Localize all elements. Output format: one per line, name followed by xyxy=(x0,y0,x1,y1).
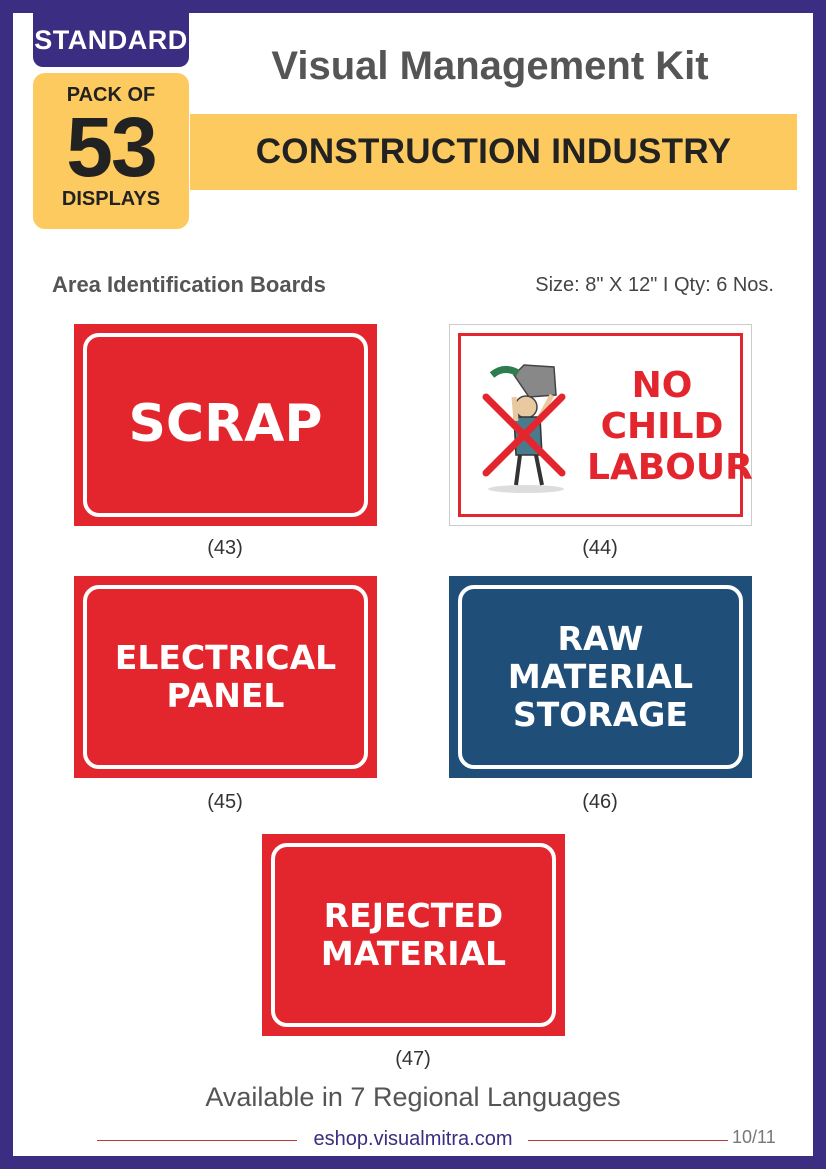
sign-electrical-panel xyxy=(74,576,377,778)
sign-caption: (47) xyxy=(395,1048,431,1070)
child-labour-illustration-icon xyxy=(474,355,594,495)
industry-banner xyxy=(190,114,797,190)
sign-text: ELECTRICAL PANEL xyxy=(114,638,337,715)
sign-text: RAW MATERIAL STORAGE xyxy=(507,619,694,734)
sign-caption: (44) xyxy=(582,537,618,559)
sign-scrap xyxy=(74,324,377,526)
pack-of-label: PACK OF xyxy=(66,84,156,106)
footer-divider-left xyxy=(97,1140,297,1141)
sign-caption: (45) xyxy=(207,791,243,813)
sign-caption: (43) xyxy=(207,537,243,559)
page-number: 10/11 xyxy=(732,1127,776,1147)
sign-border xyxy=(458,585,743,769)
sign-no-child-labour xyxy=(449,324,752,526)
kit-title: Visual Management Kit xyxy=(271,44,709,88)
sign-border xyxy=(271,843,556,1027)
languages-note: Available in 7 Regional Languages xyxy=(205,1082,621,1112)
sign-border xyxy=(83,333,368,517)
displays-label: DISPLAYS xyxy=(61,188,161,210)
section-title: Area Identification Boards xyxy=(52,272,326,297)
footer-divider-right xyxy=(528,1140,728,1141)
sign-caption: (46) xyxy=(582,791,618,813)
sign-border xyxy=(83,585,368,769)
pack-count-badge xyxy=(33,73,189,229)
industry-label: CONSTRUCTION INDUSTRY xyxy=(255,132,732,171)
sign-text: SCRAP xyxy=(128,394,323,455)
standard-badge: STANDARD xyxy=(33,13,189,67)
sign-raw-material-storage xyxy=(449,576,752,778)
sign-text: NO CHILD LABOUR xyxy=(587,365,753,488)
footer-url-link[interactable]: eshop.visualmitra.com xyxy=(313,1128,513,1150)
sign-rejected-material xyxy=(262,834,565,1036)
size-info: Size: 8" X 12" I Qty: 6 Nos. xyxy=(535,274,774,296)
pack-count: 53 xyxy=(66,100,156,194)
sign-text: REJECTED MATERIAL xyxy=(320,896,507,973)
